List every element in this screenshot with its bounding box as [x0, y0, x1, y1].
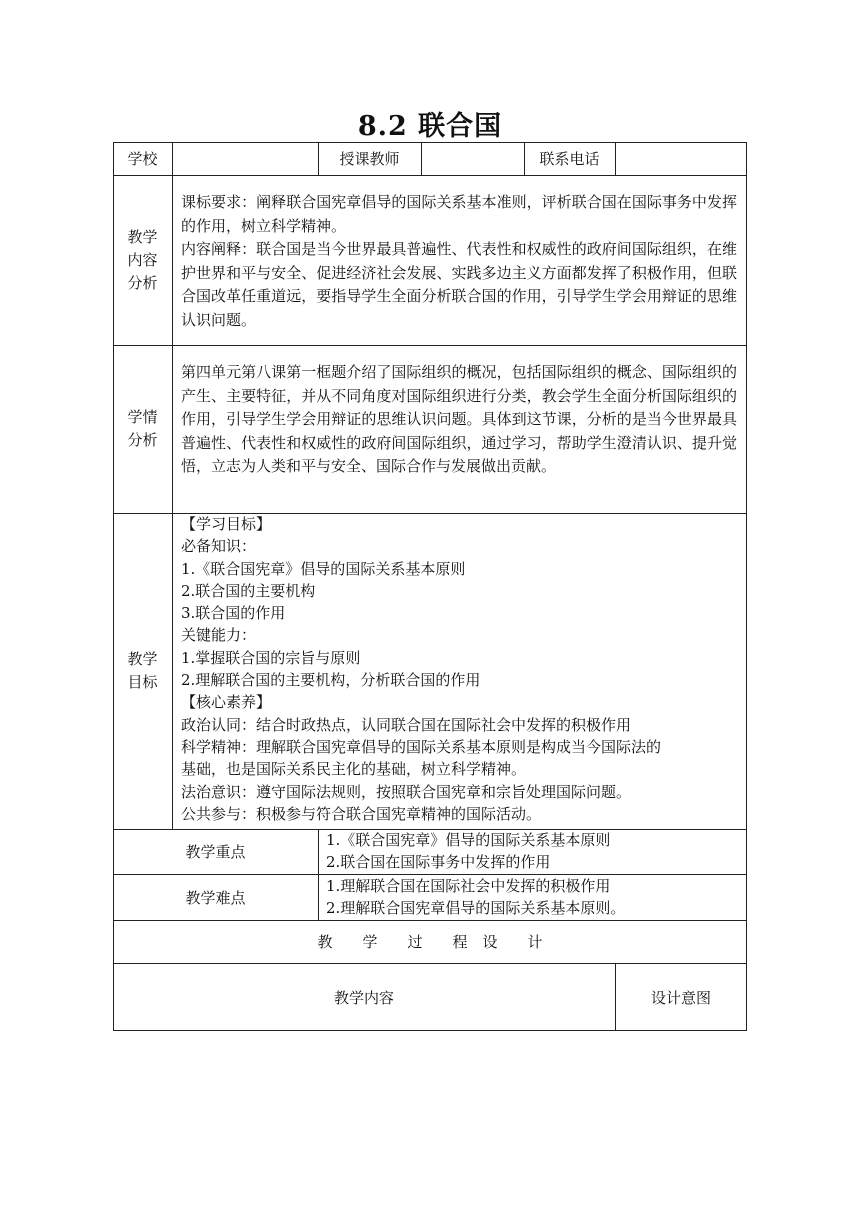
goal-line: 科学精神：理解联合国宪章倡导的国际关系基本原则是构成当今国际法的 [181, 737, 662, 756]
label-line: 分析 [127, 273, 158, 292]
key-points-list [326, 829, 741, 874]
student-analysis-label [113, 345, 172, 513]
student-analysis-text: 第四单元第八课第一框题介绍了国际组织的概况，包括国际组织的概念、国际组织的产生、主要特征，并从不同角度对国际组织进行分类，教会学生全面分析国际组织的作用，引导学生学会用辩证的思维认识问题。具体到这节课，分析的是当今世界最具普遍性、代表性和权威性的政府间国际组织，通过学习，帮助学生澄清认识、提升觉悟，立志为人类和平与安全、国际合作与发展做出贡献。 [181, 363, 737, 475]
content-analysis-text: 课标要求：阐释联合国宪章倡导的国际关系基本准则，评析联合国在国际事务中发挥的作用，树立科学精神。 内容阐释：联合国是当今世界最具普遍性、代表性和权威性的政府间国际组织，在维护世界和平与安全、促进经济社会发展、实践多边主义方面都发挥了积极作用，但联合国改革任重道远，要指导学生全面分析联合国的作用，引导学生学会用辩证的思维认识问题。 [181, 193, 737, 329]
teacher-label: 授课教师 [339, 150, 400, 168]
page-title: 8.2 联合国 [357, 111, 503, 142]
goal-line: 关键能力： [181, 626, 257, 645]
teaching-goals-label [113, 513, 172, 829]
phone-field[interactable] [615, 142, 747, 175]
difficult-point-line: 1.理解联合国在国际社会中发挥的积极作用 [326, 877, 611, 895]
label-line: 内容 [127, 250, 158, 269]
key-point-line: 1.《联合国宪章》倡导的国际关系基本原则 [326, 831, 611, 849]
label-line: 分析 [127, 431, 158, 449]
label-line: 目标 [127, 673, 158, 691]
goal-line: 政治认同：结合时政热点，认同联合国在国际社会中发挥的积极作用 [181, 715, 632, 734]
col-divider [318, 829, 319, 920]
label-line: 学情 [127, 408, 158, 426]
col-divider [172, 142, 173, 829]
goal-line: 【核心素养】 [181, 693, 272, 712]
teacher-field[interactable] [421, 142, 524, 175]
goal-line: 2.联合国的主要机构 [181, 581, 316, 600]
difficult-points-list [326, 875, 741, 920]
row-divider [113, 175, 747, 176]
goal-line: 2.理解联合国的主要机构，分析联合国的作用 [181, 671, 481, 690]
label-line: 教学 [127, 227, 158, 246]
difficult-point-line: 2.理解联合国宪章倡导的国际关系基本原则。 [326, 899, 626, 918]
key-point-line: 2.联合国在国际事务中发挥的作用 [326, 853, 551, 872]
goal-line: 3.联合国的作用 [181, 604, 286, 623]
goal-line: 公共参与：积极参与符合联合国宪章精神的国际活动。 [181, 804, 542, 823]
goal-line: 【学习目标】 [181, 515, 272, 533]
key-points-label: 教学重点 [185, 843, 246, 861]
teaching-content-heading: 教学内容 [333, 988, 394, 1007]
phone-label: 联系电话 [539, 150, 600, 168]
school-field[interactable] [172, 142, 318, 175]
process-design-heading: 教 学 过 程 设 计 [317, 933, 543, 951]
goal-line: 基础，也是国际关系民主化的基础，树立科学精神。 [181, 760, 527, 779]
design-intent-heading: 设计意图 [650, 988, 711, 1007]
goal-line: 1.《联合国宪章》倡导的国际关系基本原则 [181, 559, 466, 578]
goal-line: 必备知识： [181, 537, 257, 556]
goal-line: 1.掌握联合国的宗旨与原则 [181, 648, 361, 667]
goal-line: 法治意识：遵守国际法规则，按照联合国宪章和宗旨处理国际问题。 [181, 782, 632, 801]
row-divider [113, 345, 747, 346]
teaching-goals-list [181, 513, 741, 825]
school-label: 学校 [127, 150, 158, 168]
difficult-points-label: 教学难点 [185, 888, 246, 907]
label-line: 教学 [127, 650, 158, 668]
content-analysis-label [113, 175, 172, 345]
